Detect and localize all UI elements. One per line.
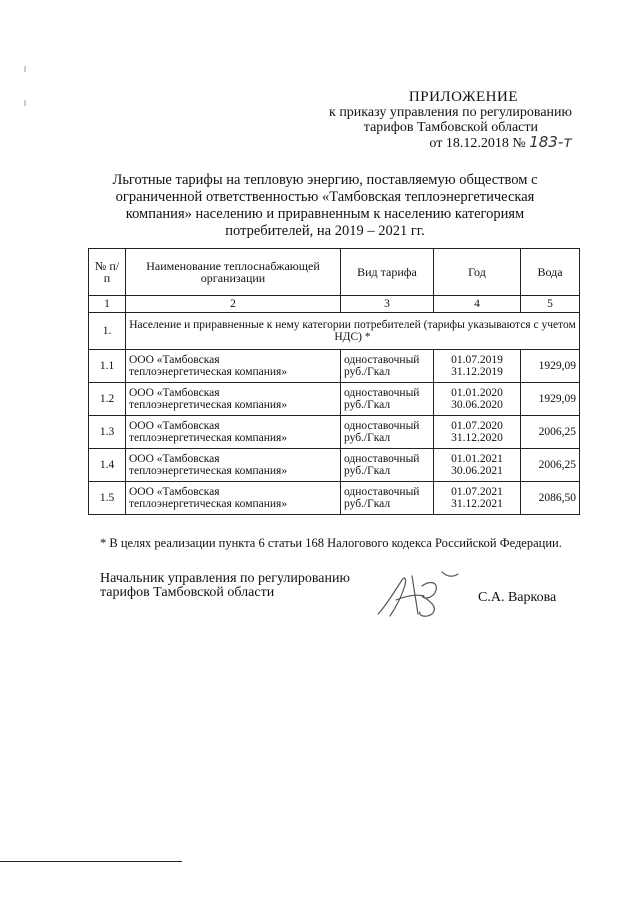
kind-line: руб./Гкал [344, 399, 391, 411]
header-water: Вода [521, 249, 580, 296]
org-line: теплоэнергетическая компания» [129, 399, 288, 411]
signatory-position [100, 572, 350, 600]
section-num: 1. [89, 313, 126, 350]
appendix-line-order: к приказу управления по регулированию [329, 105, 572, 120]
org-line: теплоэнергетическая компания» [129, 366, 288, 378]
org-line: ООО «Тамбовская [129, 453, 220, 465]
period-to: 30.06.2021 [451, 465, 503, 477]
row-period [434, 383, 521, 416]
row-org [126, 416, 341, 449]
org-line: ООО «Тамбовская [129, 387, 220, 399]
row-num: 1.5 [89, 482, 126, 515]
org-line: теплоэнергетическая компания» [129, 432, 288, 444]
order-number: 183-т [529, 133, 572, 151]
kind-line: одноставочный [344, 486, 420, 498]
table-row [89, 350, 580, 383]
period-from: 01.01.2021 [451, 453, 503, 465]
appendix-line-date [329, 135, 572, 151]
period-to: 31.12.2019 [451, 366, 503, 378]
row-period [434, 482, 521, 515]
table-row [89, 383, 580, 416]
column-number: 5 [521, 296, 580, 313]
org-line: теплоэнергетическая компания» [129, 465, 288, 477]
row-water: 2086,50 [521, 482, 580, 515]
kind-line: руб./Гкал [344, 432, 391, 444]
section-row [89, 313, 580, 350]
row-org [126, 449, 341, 482]
divider [0, 861, 182, 862]
header-year: Год [434, 249, 521, 296]
row-kind [341, 416, 434, 449]
header-kind: Вид тарифа [341, 249, 434, 296]
position-line: тарифов Тамбовской области [100, 585, 275, 600]
kind-line: одноставочный [344, 420, 420, 432]
header-num: № п/п [89, 249, 126, 296]
row-org [126, 383, 341, 416]
row-water: 2006,25 [521, 449, 580, 482]
kind-line: одноставочный [344, 453, 420, 465]
period-from: 01.01.2020 [451, 387, 503, 399]
table-row [89, 449, 580, 482]
period-from: 01.07.2020 [451, 420, 503, 432]
table-row [89, 482, 580, 515]
column-number: 1 [89, 296, 126, 313]
row-org [126, 350, 341, 383]
row-water: 1929,09 [521, 350, 580, 383]
org-line: ООО «Тамбовская [129, 420, 220, 432]
row-period [434, 350, 521, 383]
row-water: 1929,09 [521, 383, 580, 416]
column-number-row [89, 296, 580, 313]
kind-line: руб./Гкал [344, 366, 391, 378]
row-period [434, 449, 521, 482]
row-kind [341, 449, 434, 482]
org-line: ООО «Тамбовская [129, 486, 220, 498]
row-period [434, 416, 521, 449]
handwritten-signature [372, 566, 464, 622]
table-row [89, 416, 580, 449]
row-num: 1.1 [89, 350, 126, 383]
row-num: 1.2 [89, 383, 126, 416]
period-from: 01.07.2019 [451, 354, 503, 366]
document-title: Льготные тарифы на тепловую энергию, поставляемую обществом с ограниченной ответственностью «Тамбовская теплоэнергетическая компания» населению и приравненным к населению категориям потребителей, на 2019 – 2021 гг. [112, 172, 538, 239]
row-num: 1.4 [89, 449, 126, 482]
appendix-heading: ПРИЛОЖЕНИЕ [408, 89, 518, 105]
section-text: Население и приравненные к нему категории потребителей (тарифы указываются с учетом НДС) * [126, 313, 580, 350]
position-line: Начальник управления по регулированию [100, 571, 350, 586]
row-kind [341, 383, 434, 416]
appendix-header [329, 90, 572, 151]
kind-line: руб./Гкал [344, 465, 391, 477]
appendix-date: от 18.12.2018 № [429, 136, 526, 151]
header-org: Наименование теплоснабжающей организации [126, 249, 341, 296]
org-line: ООО «Тамбовская [129, 354, 220, 366]
appendix-line-authority: тарифов Тамбовской области [363, 120, 538, 135]
column-number: 2 [126, 296, 341, 313]
signatory-name: С.А. Варкова [478, 590, 557, 605]
period-to: 31.12.2021 [451, 498, 503, 510]
footnote: * В целях реализации пункта 6 статьи 168 Налогового кодекса Российской Федерации. [100, 536, 562, 550]
scan-mark [24, 66, 26, 72]
kind-line: руб./Гкал [344, 498, 391, 510]
period-to: 30.06.2020 [451, 399, 503, 411]
period-from: 01.07.2021 [451, 486, 503, 498]
table-header-row [89, 249, 580, 296]
period-to: 31.12.2020 [451, 432, 503, 444]
column-number: 4 [434, 296, 521, 313]
row-kind [341, 482, 434, 515]
row-num: 1.3 [89, 416, 126, 449]
org-line: теплоэнергетическая компания» [129, 498, 288, 510]
column-number: 3 [341, 296, 434, 313]
row-kind [341, 350, 434, 383]
row-org [126, 482, 341, 515]
row-water: 2006,25 [521, 416, 580, 449]
kind-line: одноставочный [344, 354, 420, 366]
scan-mark [24, 100, 26, 106]
kind-line: одноставочный [344, 387, 420, 399]
tariff-table [88, 248, 580, 515]
